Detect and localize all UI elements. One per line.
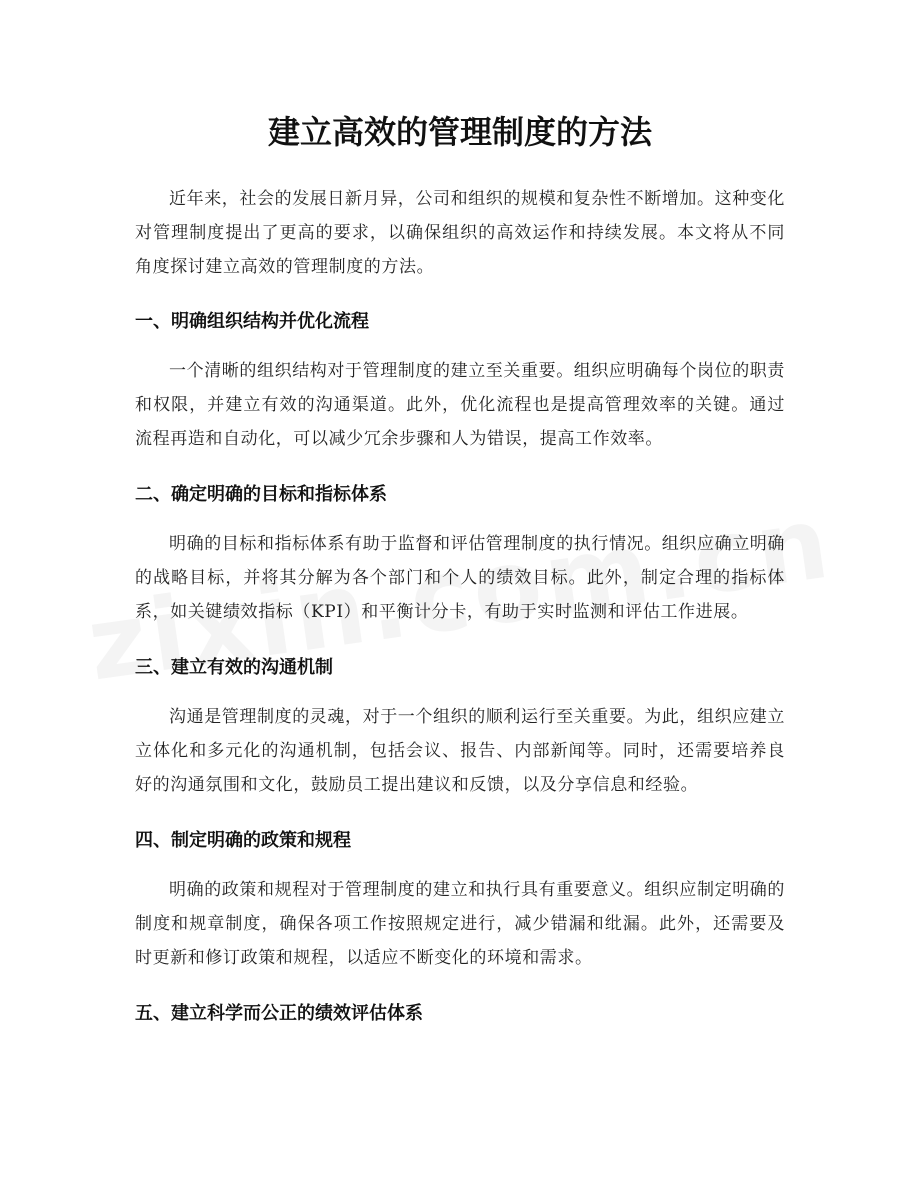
section-body-3: 沟通是管理制度的灵魂，对于一个组织的顺利运行至关重要。为此，组织应建立立体化和多元化的沟通机制，包括会议、报告、内部新闻等。同时，还需要培养良好的沟通氛围和文化，鼓励员工提出建议和反馈，以及分享信息和经验。 bbox=[135, 707, 785, 795]
section-heading-1: 一、明确组织结构并优化流程 bbox=[135, 311, 369, 332]
document-title: 建立高效的管理制度的方法 bbox=[267, 113, 652, 151]
intro-paragraph: 近年来，社会的发展日新月异，公司和组织的规模和复杂性不断增加。这种变化对管理制度提出了更高的要求，以确保组织的高效运作和持续发展。本文将从不同角度探讨建立高效的管理制度的方法。 bbox=[135, 189, 785, 277]
section-body-1: 一个清晰的组织结构对于管理制度的建立至关重要。组织应明确每个岗位的职责和权限，并建立有效的沟通渠道。此外，优化流程也是提高管理效率的关键。通过流程再造和自动化，可以减少冗余步骤和人为错误，提高工作效率。 bbox=[135, 361, 785, 449]
section-body-4: 明确的政策和规程对于管理制度的建立和执行具有重要意义。组织应制定明确的制度和规章制度，确保各项工作按照规定进行，减少错漏和纰漏。此外，还需要及时更新和修订政策和规程，以适应不断变化的环境和需求。 bbox=[135, 880, 785, 968]
section-heading-4: 四、制定明确的政策和规程 bbox=[135, 830, 351, 851]
section-body-2: 明确的目标和指标体系有助于监督和评估管理制度的执行情况。组织应确立明确的战略目标，并将其分解为各个部门和个人的绩效目标。此外，制定合理的指标体系，如关键绩效指标（KPI）和平衡计分卡，有助于实时监测和评估工作进展。 bbox=[135, 534, 785, 622]
section-heading-2: 二、确定明确的目标和指标体系 bbox=[135, 484, 387, 505]
section-heading-5: 五、建立科学而公正的绩效评估体系 bbox=[135, 1003, 423, 1024]
section-heading-3: 三、建立有效的沟通机制 bbox=[135, 657, 333, 678]
